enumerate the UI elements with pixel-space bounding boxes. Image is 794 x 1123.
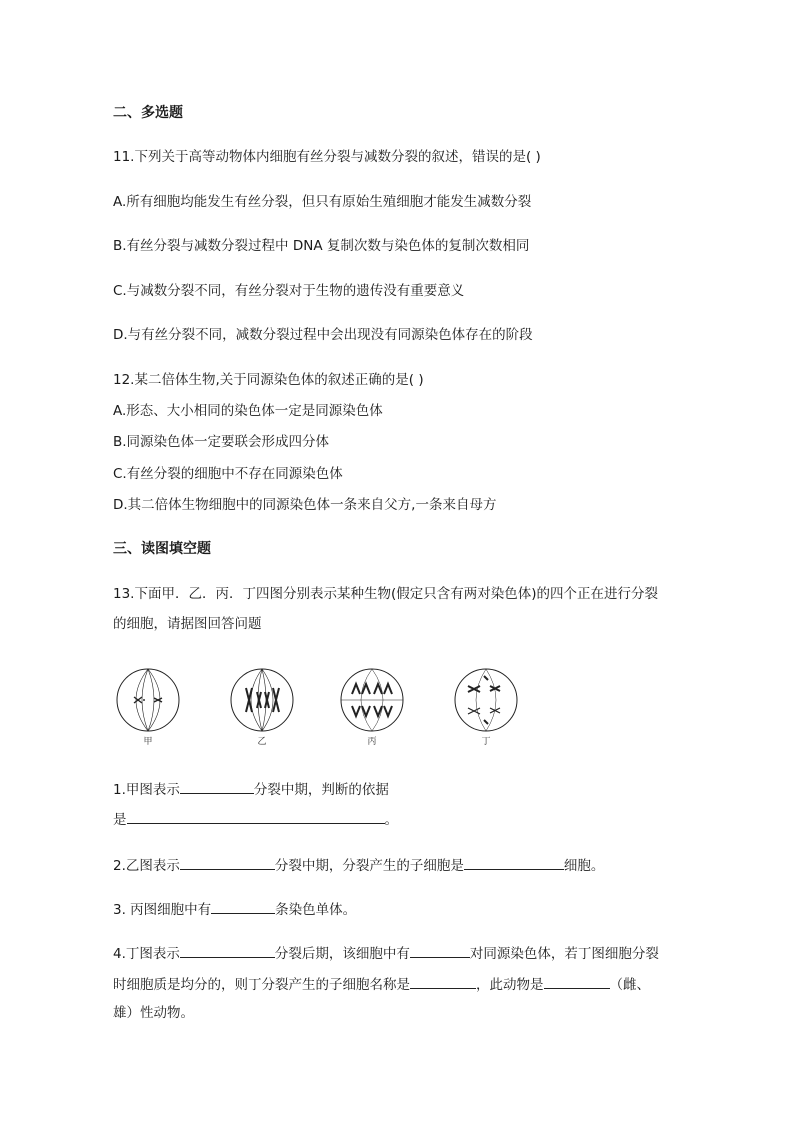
figure-label-ding: 丁: [481, 737, 491, 747]
question-11-option-d: D.与有丝分裂不同，减数分裂过程中会出现没有同源染色体存在的阶段: [113, 327, 533, 343]
sub-question-3: [113, 899, 356, 919]
question-11-stem: 11.下列关于高等动物体内细胞有丝分裂与减数分裂的叙述，错误的是( ): [113, 149, 541, 165]
answer-blank-1a[interactable]: [180, 779, 254, 794]
answer-blank-4b[interactable]: [410, 943, 470, 958]
sub-question-4-text-d: 时细胞质是均分的，则丁分裂产生的子细胞名称是: [113, 977, 410, 993]
answer-blank-4a[interactable]: [180, 943, 275, 958]
answer-blank-4d[interactable]: [544, 974, 610, 989]
sub-question-1-text-b: 分裂中期，判断的依据: [253, 782, 389, 798]
cell-division-figures: [110, 662, 530, 752]
sub-question-2-text-a: 2.乙图表示: [113, 858, 180, 874]
sub-question-1-line1: [113, 779, 389, 799]
question-13-stem-line2: 的细胞，请据图回答问题: [113, 616, 262, 632]
answer-blank-4c[interactable]: [410, 974, 476, 989]
sub-question-3-text-b: 条染色单体。: [275, 902, 357, 918]
question-12-option-d: D.其二倍体生物细胞中的同源染色体一条来自父方,一条来自母方: [113, 497, 497, 513]
sub-question-4-line3: 雄）性动物。: [113, 1005, 194, 1021]
sub-question-4-line2: [113, 974, 650, 994]
sub-question-2-text-b: 分裂中期，分裂产生的子细胞是: [274, 858, 464, 874]
question-12-option-c: C.有丝分裂的细胞中不存在同源染色体: [113, 466, 343, 482]
cell-yi: [231, 669, 293, 731]
sub-question-4-text-e: ，此动物是: [476, 977, 544, 993]
sub-question-1-text-c: 是: [113, 812, 127, 828]
sub-question-2: [113, 855, 604, 875]
section-title-figure-fill: 三、读图填空题: [113, 541, 211, 557]
figure-label-bing: 丙: [367, 737, 377, 747]
figure-label-yi: 乙: [257, 737, 267, 747]
sub-question-3-text-a: 3. 丙图细胞中有: [113, 902, 212, 918]
sub-question-4-text-f: （雌、: [609, 977, 650, 993]
sub-question-4-text-c: 对同源染色体，若丁图细胞分裂: [469, 946, 659, 962]
cell-ding: [455, 669, 517, 731]
answer-blank-2b[interactable]: [464, 855, 564, 870]
answer-blank-3[interactable]: [211, 899, 275, 914]
sub-question-4-line1: [113, 943, 659, 963]
sub-question-1-text-d: 。: [384, 812, 398, 828]
sub-question-1-text-a: 1.甲图表示: [113, 782, 180, 798]
cell-bing: [341, 669, 403, 731]
question-12-option-b: B.同源染色体一定要联会形成四分体: [113, 434, 330, 450]
question-11-option-b: B.有丝分裂与减数分裂过程中 DNA 复制次数与染色体的复制次数相同: [113, 238, 530, 254]
figure-label-jia: 甲: [143, 737, 153, 747]
answer-blank-2a[interactable]: [180, 855, 275, 870]
cell-jia: [117, 669, 179, 731]
question-12-stem: 12.某二倍体生物,关于同源染色体的叙述正确的是( ): [113, 372, 424, 388]
sub-question-4-text-a: 4.丁图表示: [113, 946, 180, 962]
answer-blank-1b[interactable]: [127, 809, 385, 824]
question-11-option-c: C.与减数分裂不同，有丝分裂对于生物的遗传没有重要意义: [113, 283, 465, 299]
question-12-option-a: A.形态、大小相同的染色体一定是同源染色体: [113, 403, 383, 419]
cell-diagrams-svg: [110, 662, 530, 742]
sub-question-2-text-c: 细胞。: [563, 858, 605, 874]
section-title-multiple-choice: 二、多选题: [113, 105, 183, 121]
sub-question-4-text-b: 分裂后期，该细胞中有: [274, 946, 410, 962]
sub-question-1-line2: [113, 809, 398, 829]
question-11-option-a: A.所有细胞均能发生有丝分裂，但只有原始生殖细胞才能发生减数分裂: [113, 194, 532, 210]
question-13-stem-line1: 13.下面甲．乙．丙．丁四图分别表示某种生物(假定只含有两对染色体)的四个正在进行分裂: [113, 586, 659, 602]
